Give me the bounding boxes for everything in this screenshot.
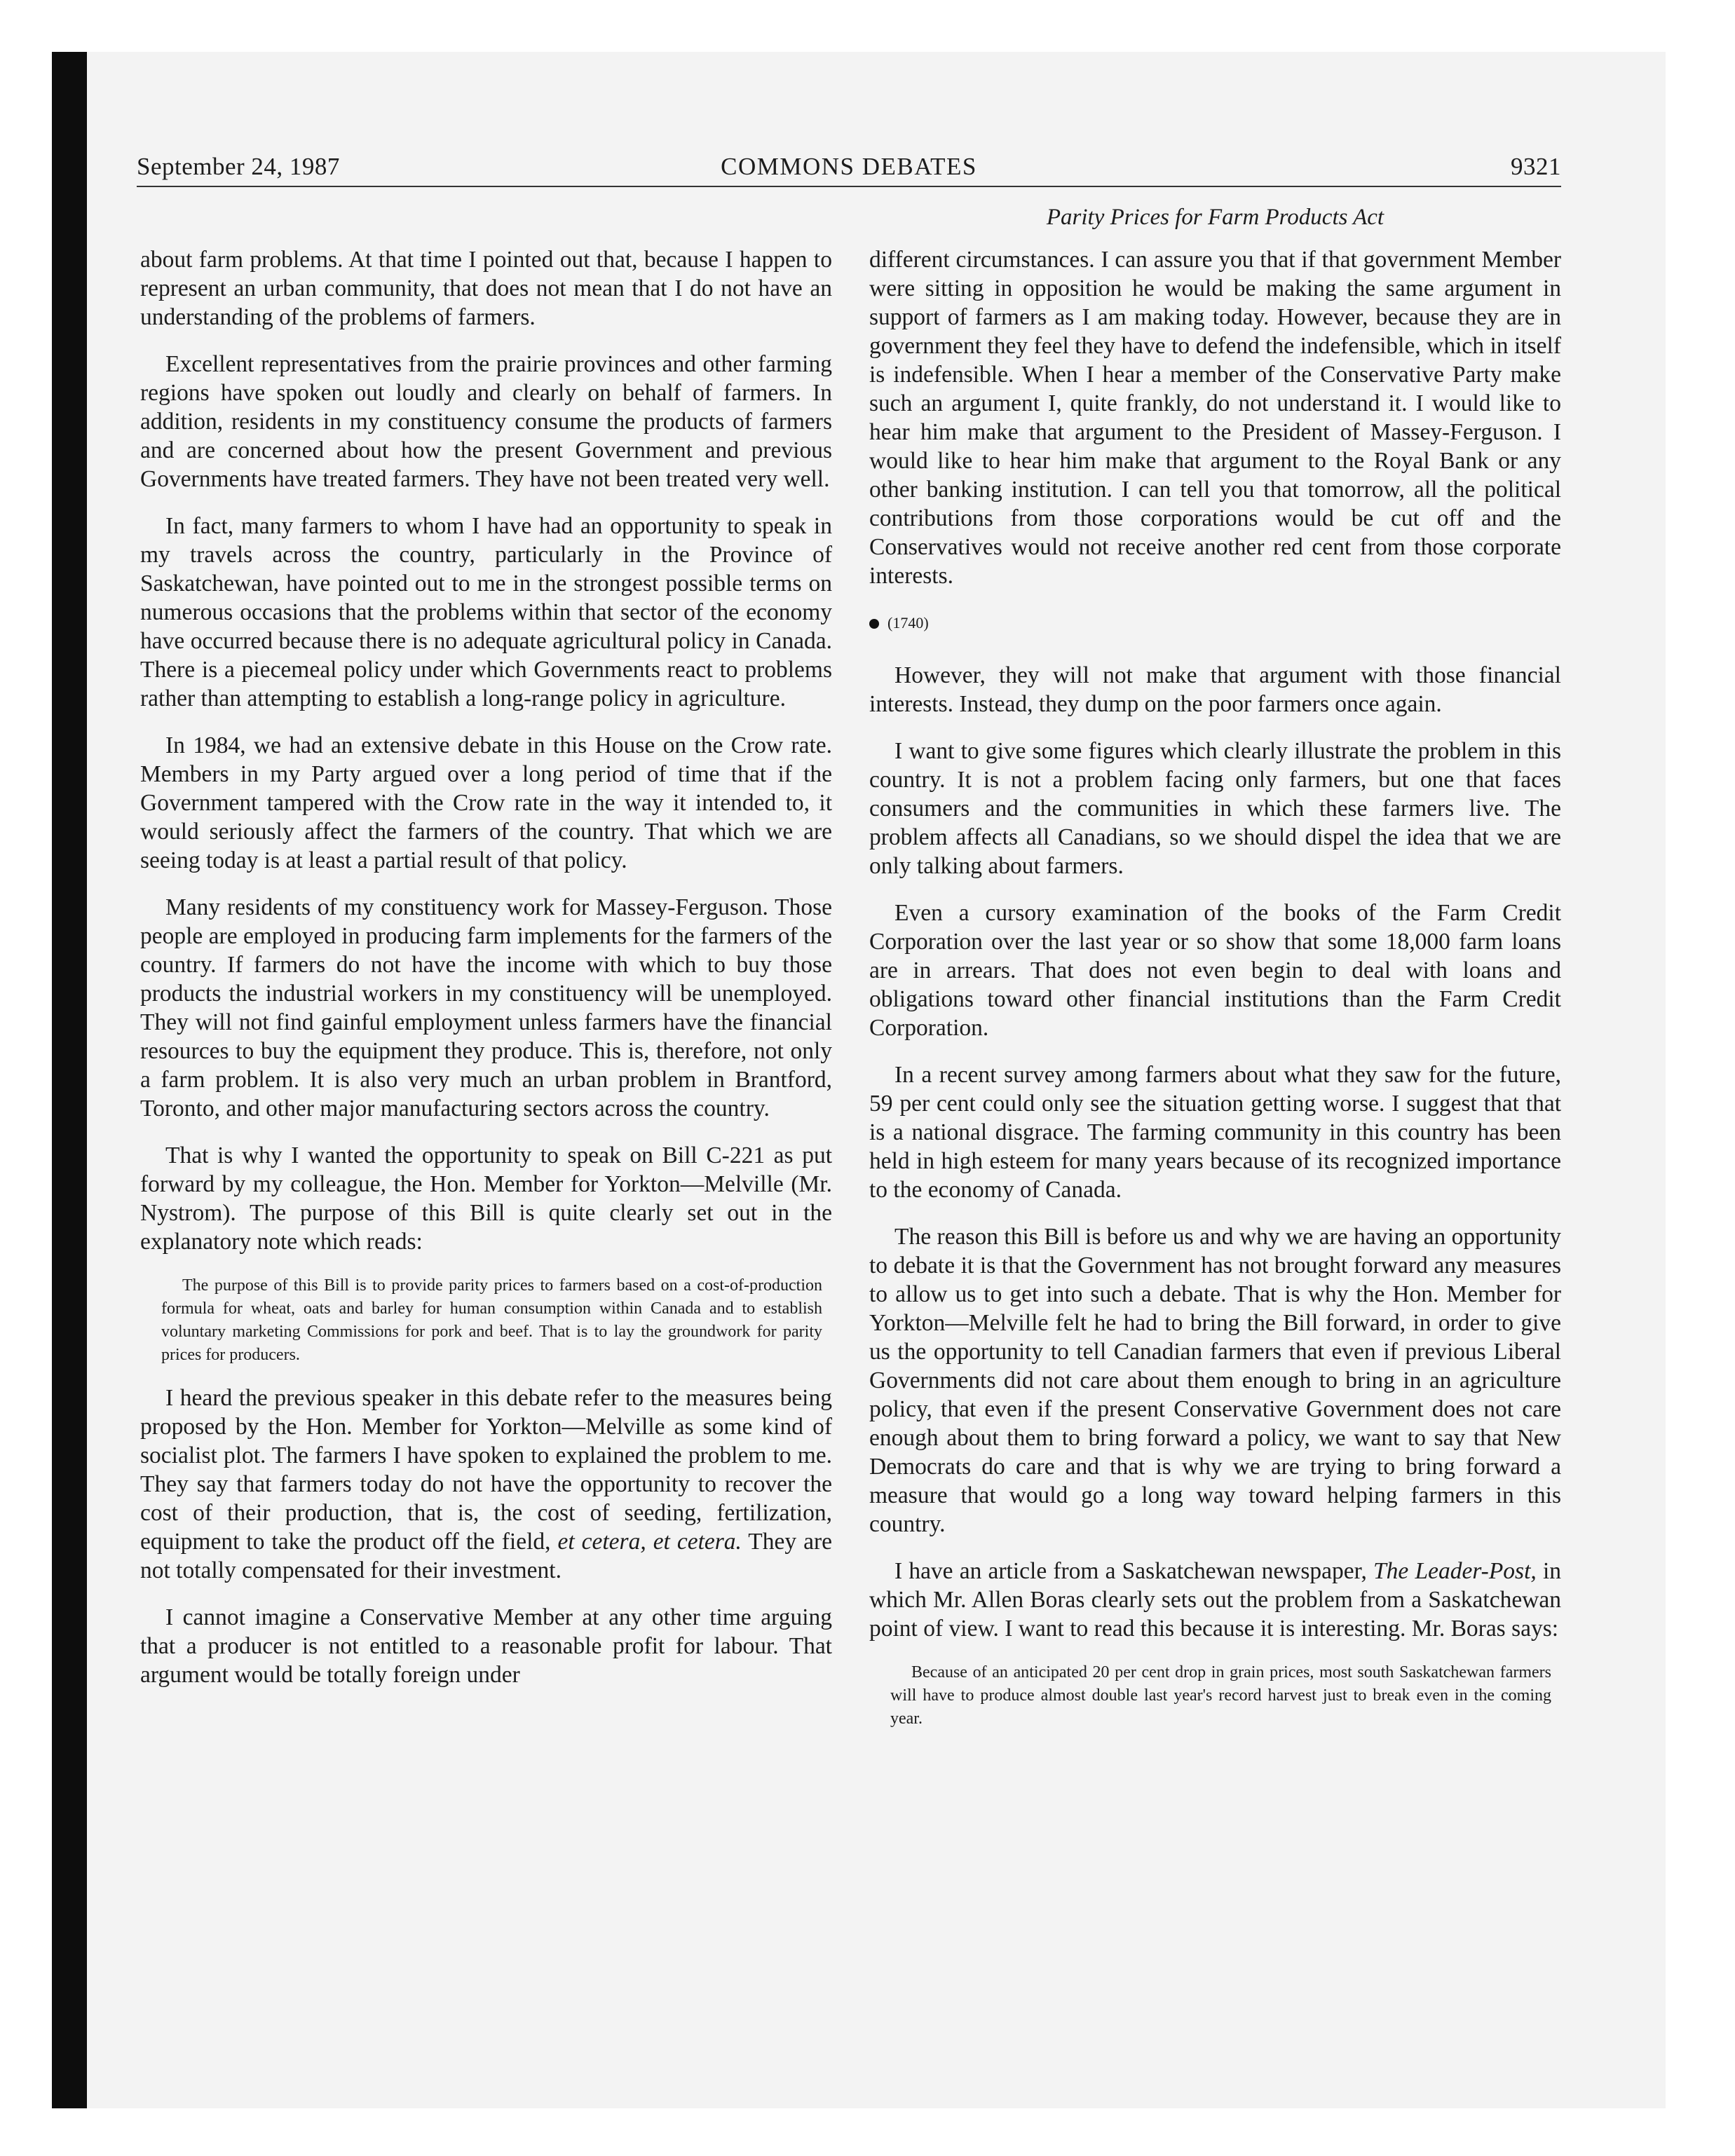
bullet-icon	[869, 619, 879, 629]
paragraph: In fact, many farmers to whom I have had an opportunity to speak in my travels across the country, particularly in the Province of Saskatchewan, have pointed out to me in the strongest possible terms on numerous occasions that the problems within that sector of the economy have occurred because there is no adequate agricultural policy in Canada. There is a piecemeal policy under which Governments react to problems rather than attempting to establish a long-range policy in agriculture.	[140, 513, 832, 711]
right-column	[869, 245, 1561, 1747]
running-head: Parity Prices for Farm Products Act	[1046, 205, 1384, 230]
header-rule	[137, 186, 1561, 187]
header-title: COMMONS DEBATES	[721, 153, 977, 180]
paragraph: Excellent representatives from the prairie provinces and other farming regions have spoken out loudly and clearly on behalf of farmers. In addition, residents in my constituency consume the products of farmers and are concerned about how the present Government and previous Governments have treated farmers. They have not been treated very well.	[140, 351, 832, 492]
paragraph	[140, 1384, 832, 1585]
header-date: September 24, 1987	[137, 153, 340, 180]
italic-text: The Leader-Post,	[1373, 1558, 1537, 1584]
page-number: 9321	[1511, 153, 1561, 180]
paragraph: The reason this Bill is before us and why we are having an opportunity to debate it is that the Government has not brought forward any measures to allow us to get into such a debate. That is why the Hon. Member for Yorkton—Melville felt he had to bring the Bill forward, in order to give us the opportunity to tell Canadian farmers that even if previous Liberal Governments did not care about them enough to bring in an agriculture policy, that even if the present Conservative Government does not care enough about them to bring forward a policy, we want to say that New Democrats do care and that is why we are trying to bring forward a measure that would go a long way toward helping farmers in this country.	[869, 1224, 1561, 1537]
scan-edge-bar	[52, 52, 87, 2108]
block-quote: The purpose of this Bill is to provide parity prices to farmers based on a cost-of-production formula for wheat, oats and barley for human consumption within Canada and to establish voluntary marketing Commissions for pork and beef. That is to lay the groundwork for parity prices for producers.	[161, 1276, 822, 1364]
page-header	[137, 153, 1561, 188]
paragraph: Many residents of my constituency work for Massey-Ferguson. Those people are employed in producing farm implements for the farmers of the country. If farmers do not have the income with which to buy those products the industrial workers in my constituency will be unemployed. They will not find gainful employment unless farmers have the financial resources to buy the equipment they produce. This is, therefore, not only a farm problem. It is also very much an urban problem in Brantford, Toronto, and other major manufacturing sectors across the country.	[140, 894, 832, 1121]
paragraph-text: I have an article from a Saskatchewan newspaper,	[894, 1558, 1374, 1584]
paragraph: Even a cursory examination of the books of the Farm Credit Corporation over the last year or so show that some 18,000 farm loans are in arrears. That does not even begin to deal with loans and obligations toward other financial institutions than the Farm Credit Corporation.	[869, 900, 1561, 1041]
paragraph: about farm problems. At that time I pointed out that, because I happen to represent an urban community, that does not mean that I do not have an understanding of the problems of farmers.	[140, 247, 832, 330]
paragraph: However, they will not make that argument with those financial interests. Instead, they dump on the poor farmers once again.	[869, 662, 1561, 717]
block-quote: Because of an anticipated 20 per cent drop in grain prices, most south Saskatchewan farmers will have to produce almost double last year's record harvest just to break even in the coming year.	[890, 1663, 1551, 1728]
paragraph-text: They are not totally compensated for their investment.	[140, 1529, 832, 1583]
timestamp-text: (1740)	[887, 614, 929, 632]
paragraph: I cannot imagine a Conservative Member at any other time arguing that a producer is not entitled to a reasonable profit for labour. That argument would be totally foreign under	[140, 1604, 832, 1688]
italic-text: et cetera, et cetera.	[557, 1529, 742, 1555]
paragraph-text: I heard the previous speaker in this debate refer to the measures being proposed by the Hon. Member for Yorkton—Melville as some kind of socialist plot. The farmers I have spoken to explained the problem to me. They say that farmers today do not have the opportunity to recover the cost of their production, that is, the cost of seeding, fertilization, equipment to take the product off the field,	[140, 1385, 832, 1555]
paragraph: I want to give some figures which clearly illustrate the problem in this country. It is not a problem facing only farmers, but one that faces consumers and the communities in which these farmers live. The problem affects all Canadians, so we should dispel the idea that we are only talking about farmers.	[869, 738, 1561, 879]
paragraph	[869, 1557, 1561, 1643]
paragraph: In 1984, we had an extensive debate in this House on the Crow rate. Members in my Party argued over a long period of time that if the Government tampered with the Crow rate in the way it intended to, it would seriously affect the farmers of the country. That which we are seeing today is at least a partial result of that policy.	[140, 732, 832, 873]
left-column	[140, 245, 832, 1707]
paragraph: different circumstances. I can assure you that if that government Member were sitting in opposition he would be making the same argument in support of farmers as I am making today. However, because they are in government they feel they have to defend the indefensible, which in itself is indefensible. When I hear a member of the Conservative Party make such an argument I, quite frankly, do not understand it. I would like to hear him make that argument to the President of Massey-Ferguson. I would like to hear him make that argument to the Royal Bank or any other banking institution. I can tell you that tomorrow, all the political contributions from those corporations would be cut off and the Conservatives would not receive another red cent from those corporate interests.	[869, 247, 1561, 589]
paragraph: In a recent survey among farmers about what they saw for the future, 59 per cent could only see the situation getting worse. I suggest that that is a national disgrace. The farming community in this country has been held in high esteem for many years because of its recognized importance to the economy of Canada.	[869, 1062, 1561, 1203]
paragraph: That is why I wanted the opportunity to speak on Bill C-221 as put forward by my colleague, the Hon. Member for Yorkton—Melville (Mr. Nystrom). The purpose of this Bill is quite clearly set out in the explanatory note which reads:	[140, 1142, 832, 1255]
paragraph-text: in which Mr. Allen Boras clearly sets out the problem from a Saskatchewan point of view. I want to read this because it is interesting. Mr. Boras says:	[869, 1558, 1562, 1642]
timestamp	[869, 608, 1561, 637]
